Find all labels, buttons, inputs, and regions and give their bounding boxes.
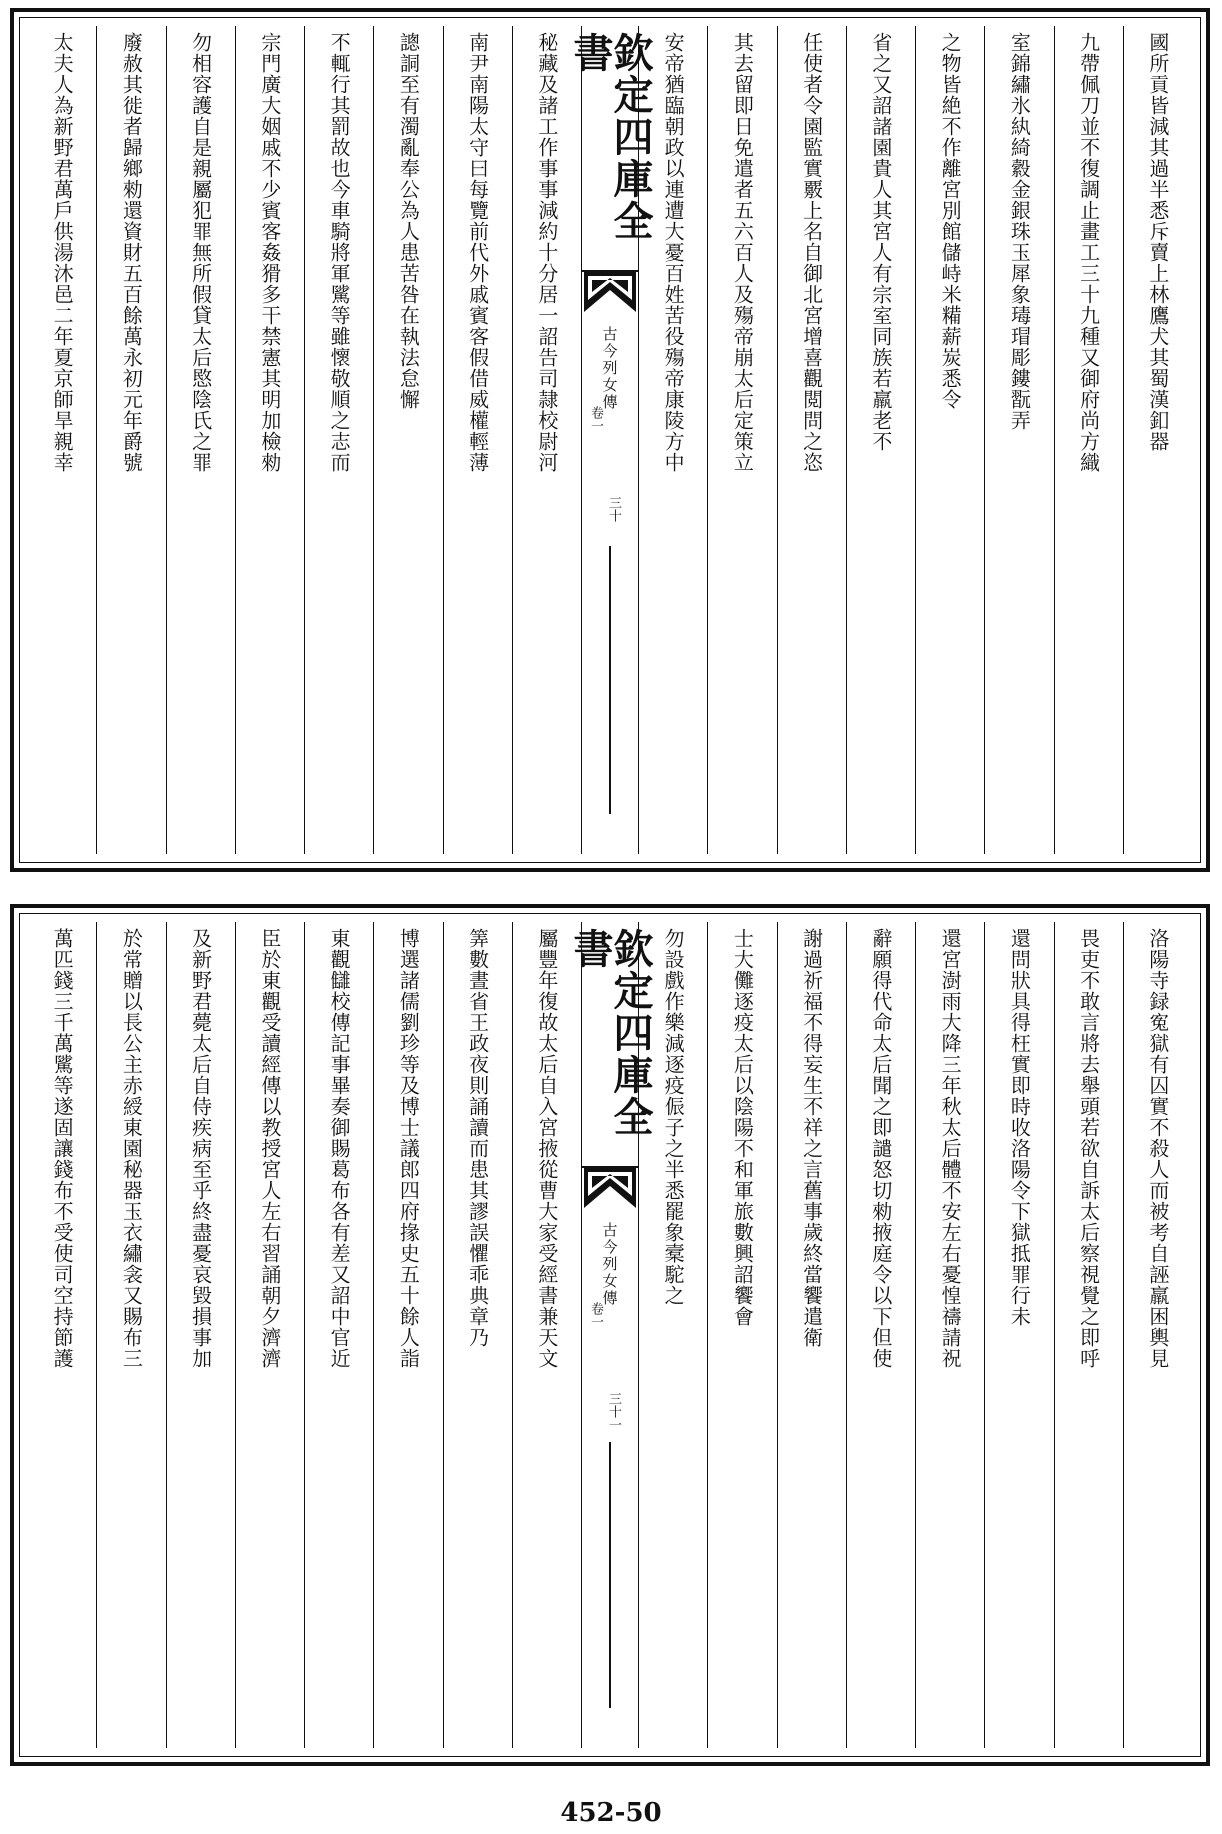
spine-title-text: 欽定四庫全書 xyxy=(567,928,654,1138)
text-column xyxy=(373,922,442,1748)
spine-page: 三十 xyxy=(606,496,621,522)
text-column xyxy=(373,26,442,854)
spine-rule xyxy=(609,546,611,814)
book-spine-bottom xyxy=(567,922,654,1748)
text-column xyxy=(984,26,1053,854)
text-columns-top xyxy=(28,26,1192,854)
column-text: 於常贈以長公主赤綬東園秘器玉衣繡衾又賜布三 xyxy=(119,928,144,1369)
column-text: 還宮澍雨大降三年秋太后體不安左右憂惶禱請祝 xyxy=(938,928,963,1369)
text-column xyxy=(96,922,165,1748)
text-column xyxy=(707,26,776,854)
text-column xyxy=(1123,922,1192,1748)
text-column xyxy=(777,26,846,854)
text-column xyxy=(28,26,96,854)
text-column xyxy=(28,922,96,1748)
text-columns-bottom xyxy=(28,922,1192,1748)
column-text: 畏吏不敢言將去舉頭若欲自訴太后察視覺之即呼 xyxy=(1076,928,1101,1369)
text-column xyxy=(915,26,984,854)
column-text: 秘藏及諸工作事事減約十分居一詔告司隷校尉河 xyxy=(534,32,559,473)
text-column xyxy=(846,26,915,854)
column-text: 辭願得代命太后聞之即譴怒切勑掖庭令以下但使 xyxy=(868,928,893,1369)
column-text: 士大儺逐疫太后以陰陽不和軍旅數興詔饗會 xyxy=(730,928,755,1327)
column-text: 太夫人為新野君萬戶供湯沐邑二年夏京師旱親幸 xyxy=(50,32,75,473)
text-column xyxy=(1123,26,1192,854)
text-column xyxy=(846,922,915,1748)
spine-book-text: 古今列女傳 xyxy=(600,1222,619,1307)
spine-book-title xyxy=(582,1222,638,1307)
column-text: 南尹南陽太守曰每覽前代外戚賓客假借威權輕薄 xyxy=(465,32,490,473)
column-text: 任使者令園監實覈上名自御北宮增喜觀閲問之恣 xyxy=(799,32,824,473)
column-text: 省之又詔諸園貴人其宮人有宗室同族若羸老不 xyxy=(868,32,893,452)
column-text: 廢赦其徙者歸鄉勑還資財五百餘萬永初元年爵號 xyxy=(119,32,144,473)
text-column xyxy=(1054,26,1123,854)
text-column xyxy=(166,922,235,1748)
page-number: 452-50 xyxy=(560,1798,662,1828)
spine-title-text: 欽定四庫全書 xyxy=(567,32,654,242)
spine-rule xyxy=(609,1442,611,1708)
column-text: 國所貢皆減其過半悉斥賣上林鷹犬其蜀漢釦器 xyxy=(1145,32,1170,452)
column-text: 不輒行其罰故也今車騎將軍騭等雖懷敬順之志而 xyxy=(327,32,352,473)
column-text: 東觀讎校傳記事畢奏御賜葛布各有差又詔中官近 xyxy=(327,928,352,1369)
column-text: 宗門廣大姻戚不少賓客姦猾多干禁憲其明加檢勑 xyxy=(257,32,282,473)
text-column xyxy=(443,26,512,854)
column-text: 九帶佩刀並不復調止畫工三十九種又御府尚方織 xyxy=(1076,32,1101,473)
spine-juan-text: 卷一 xyxy=(588,1302,603,1328)
text-column xyxy=(166,26,235,854)
column-text: 博選諸儒劉珍等及博士議郎四府掾史五十餘人詣 xyxy=(396,928,421,1369)
text-column xyxy=(512,26,581,854)
column-text: 洛陽寺録寃獄有囚實不殺人而被考自誣羸困輿見 xyxy=(1145,928,1170,1369)
spine-title xyxy=(567,928,654,1168)
text-column xyxy=(1054,922,1123,1748)
text-column xyxy=(915,922,984,1748)
page-panel-top xyxy=(10,8,1210,872)
column-text: 謥詷至有濁亂奉公為人患苦咎在執法怠懈 xyxy=(396,32,421,410)
fish-tail-mark-icon xyxy=(584,1168,636,1208)
spine-juan-text: 卷一 xyxy=(588,406,603,432)
column-text: 安帝猶臨朝政以連遭大憂百姓苦役殤帝康陵方中 xyxy=(661,32,686,473)
spine-book-text: 古今列女傳 xyxy=(600,326,619,411)
book-spine-top xyxy=(567,26,654,854)
spine-juan xyxy=(586,406,605,436)
column-text: 筭數晝省王政夜則誦讀而患其謬誤懼乖典章乃 xyxy=(465,928,490,1348)
spine-page: 三十一 xyxy=(606,1392,621,1431)
column-text: 其去留即日免遣者五六百人及殤帝崩太后定策立 xyxy=(730,32,755,473)
text-column xyxy=(984,922,1053,1748)
column-text: 勿相容護自是親屬犯罪無所假貸太后愍陰氏之罪 xyxy=(188,32,213,473)
page-panel-bottom xyxy=(10,904,1210,1766)
text-column xyxy=(512,922,581,1748)
spine-juan xyxy=(586,1302,605,1332)
text-column xyxy=(707,922,776,1748)
text-column xyxy=(304,922,373,1748)
text-column xyxy=(304,26,373,854)
spine-title xyxy=(567,32,654,272)
column-text: 及新野君薨太后自侍疾病至乎終盡憂哀毀損事加 xyxy=(188,928,213,1369)
text-column xyxy=(235,922,304,1748)
column-text: 屬豐年復故太后自入宮掖從曹大家受經書兼天文 xyxy=(534,928,559,1369)
column-text: 之物皆絶不作離宮別館儲峙米糒薪炭悉令 xyxy=(938,32,963,410)
text-column xyxy=(443,922,512,1748)
text-column xyxy=(235,26,304,854)
column-text: 萬匹錢三千萬騭等遂固讓錢布不受使司空持節護 xyxy=(50,928,75,1369)
text-column xyxy=(777,922,846,1748)
column-text: 謝過祈福不得妄生不祥之言舊事歲終當饗遣衛 xyxy=(799,928,824,1348)
column-text: 勿設戲作樂減逐疫侲子之半悉罷象槖駝之 xyxy=(661,928,686,1306)
column-text: 室錦繡氷紈綺縠金銀珠玉犀象瑇瑁彫鏤翫弄 xyxy=(1007,32,1032,431)
column-text: 臣於東觀受讀經傳以教授宮人左右習誦朝夕濟濟 xyxy=(257,928,282,1369)
fish-tail-mark-icon xyxy=(584,272,636,312)
text-column xyxy=(96,26,165,854)
spine-book-title xyxy=(582,326,638,411)
column-text: 還問狀具得枉實即時收洛陽令下獄抵罪行未 xyxy=(1007,928,1032,1327)
